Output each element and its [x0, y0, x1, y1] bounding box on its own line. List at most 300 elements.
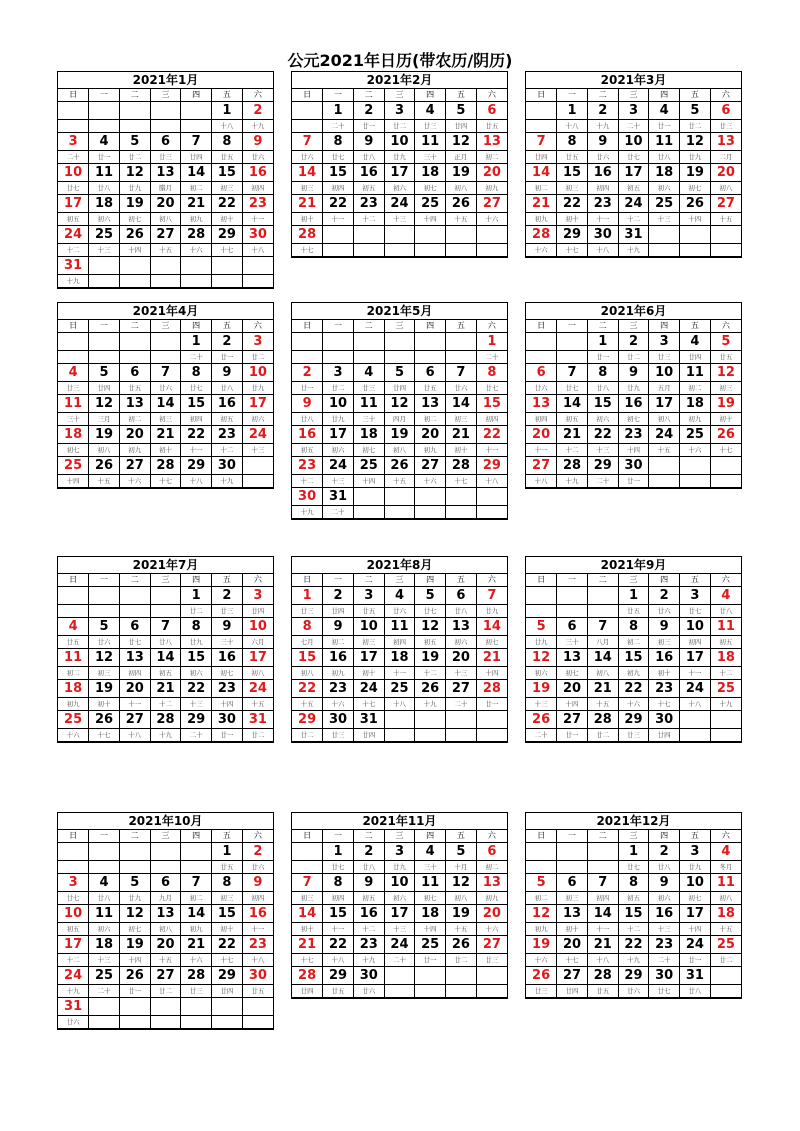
day-number: 6 — [526, 364, 557, 382]
lunar-date: 十一 — [680, 667, 711, 680]
month-grid — [292, 320, 507, 519]
lunar-date: 廿一 — [89, 151, 120, 164]
weekday-header: 四 — [181, 89, 212, 102]
day-number: 23 — [212, 680, 243, 698]
lunar-date: 廿八 — [680, 985, 711, 998]
day-number: 26 — [446, 195, 477, 213]
empty-cell — [476, 711, 507, 729]
day-number: 10 — [680, 874, 711, 892]
lunar-date: 十五 — [446, 213, 477, 226]
lunar-date: 十九 — [557, 475, 588, 488]
day-number: 19 — [415, 649, 446, 667]
lunar-date: 初二 — [119, 413, 150, 426]
day-number: 24 — [680, 680, 711, 698]
lunar-date: 初九 — [680, 413, 711, 426]
day-number: 25 — [58, 711, 89, 729]
day-number: 4 — [89, 133, 120, 151]
day-number: 15 — [181, 649, 212, 667]
lunar-date: 廿一 — [212, 351, 243, 364]
day-number: 21 — [150, 426, 181, 444]
day-number: 11 — [680, 364, 711, 382]
day-number: 30 — [242, 967, 273, 985]
day-number: 14 — [181, 164, 212, 182]
lunar-date: 初四 — [587, 892, 618, 905]
lunar-date: 初七 — [212, 667, 243, 680]
day-number: 14 — [150, 649, 181, 667]
day-number: 10 — [58, 905, 89, 923]
day-number: 7 — [587, 618, 618, 636]
lunar-date: 六月 — [242, 636, 273, 649]
lunar-date: 三十 — [212, 636, 243, 649]
weekday-header: 六 — [242, 89, 273, 102]
month-calendar-jul — [57, 556, 274, 743]
lunar-date: 廿二 — [242, 351, 273, 364]
weekday-header: 三 — [150, 574, 181, 587]
lunar-date: 廿六 — [649, 605, 680, 618]
day-number: 22 — [181, 426, 212, 444]
empty-cell — [557, 843, 588, 861]
day-number: 21 — [150, 680, 181, 698]
lunar-date: 二十 — [181, 729, 212, 742]
lunar-date: 初八 — [710, 182, 741, 195]
empty-cell — [292, 102, 323, 120]
lunar-date: 三十 — [415, 861, 446, 874]
weekday-header: 日 — [292, 574, 323, 587]
weekday-header: 三 — [384, 320, 415, 333]
lunar-date: 廿六 — [353, 985, 384, 998]
lunar-date: 初四 — [384, 636, 415, 649]
empty-cell — [446, 967, 477, 985]
lunar-date: 十八 — [557, 120, 588, 133]
day-number: 20 — [476, 905, 507, 923]
day-number: 12 — [119, 164, 150, 182]
empty-cell — [526, 102, 557, 120]
lunar-date: 二十 — [618, 120, 649, 133]
day-number: 18 — [710, 905, 741, 923]
empty-cell — [58, 333, 89, 351]
empty-cell — [119, 605, 150, 618]
lunar-date: 二十 — [476, 351, 507, 364]
day-number: 16 — [649, 905, 680, 923]
lunar-date: 初十 — [353, 667, 384, 680]
lunar-date: 廿八 — [587, 382, 618, 395]
day-number: 10 — [649, 364, 680, 382]
day-number: 8 — [557, 133, 588, 151]
day-number: 29 — [323, 967, 354, 985]
lunar-date: 二十 — [384, 954, 415, 967]
day-number: 20 — [557, 680, 588, 698]
lunar-date: 十三 — [89, 954, 120, 967]
day-number: 23 — [649, 680, 680, 698]
empty-cell — [446, 506, 477, 519]
lunar-date: 十七 — [446, 475, 477, 488]
day-number: 29 — [292, 711, 323, 729]
empty-cell — [181, 275, 212, 288]
lunar-date: 十二 — [415, 667, 446, 680]
lunar-date: 初三 — [212, 182, 243, 195]
lunar-date: 廿五 — [353, 605, 384, 618]
empty-cell — [89, 998, 120, 1016]
lunar-date: 初三 — [292, 892, 323, 905]
empty-cell — [710, 226, 741, 244]
lunar-date: 十三 — [323, 475, 354, 488]
month-calendar-jan — [57, 71, 274, 289]
lunar-date: 十四 — [119, 244, 150, 257]
lunar-date: 初十 — [292, 923, 323, 936]
day-number: 28 — [446, 457, 477, 475]
empty-cell — [212, 998, 243, 1016]
empty-cell — [212, 275, 243, 288]
lunar-date: 廿二 — [181, 605, 212, 618]
lunar-date: 廿六 — [89, 636, 120, 649]
lunar-date: 廿八 — [446, 605, 477, 618]
empty-cell — [415, 729, 446, 742]
day-number: 13 — [476, 874, 507, 892]
empty-cell — [415, 985, 446, 998]
day-number: 20 — [710, 164, 741, 182]
day-number: 24 — [384, 936, 415, 954]
lunar-date: 廿七 — [618, 861, 649, 874]
day-number: 3 — [242, 587, 273, 605]
empty-cell — [587, 843, 618, 861]
lunar-date: 廿三 — [323, 729, 354, 742]
day-number: 25 — [649, 195, 680, 213]
lunar-date: 十六 — [119, 475, 150, 488]
weekday-header: 二 — [587, 89, 618, 102]
day-number: 4 — [384, 587, 415, 605]
lunar-date: 初三 — [292, 182, 323, 195]
lunar-date: 廿四 — [353, 729, 384, 742]
month-title: 2021年8月 — [292, 557, 507, 574]
weekday-header: 五 — [446, 574, 477, 587]
day-number: 9 — [649, 874, 680, 892]
weekday-header: 四 — [181, 320, 212, 333]
day-number: 27 — [150, 967, 181, 985]
lunar-date: 廿六 — [446, 382, 477, 395]
day-number: 13 — [526, 395, 557, 413]
lunar-date: 廿九 — [384, 151, 415, 164]
day-number: 6 — [119, 364, 150, 382]
weekday-header: 六 — [710, 320, 741, 333]
weekday-header: 五 — [680, 574, 711, 587]
lunar-date: 廿六 — [242, 861, 273, 874]
day-number: 12 — [119, 905, 150, 923]
lunar-date: 初三 — [649, 636, 680, 649]
lunar-date: 初二 — [526, 182, 557, 195]
weekday-header: 三 — [618, 320, 649, 333]
day-number: 19 — [680, 164, 711, 182]
lunar-date: 初二 — [415, 413, 446, 426]
empty-cell — [353, 244, 384, 257]
lunar-date: 廿二 — [587, 729, 618, 742]
day-number: 4 — [710, 587, 741, 605]
day-number: 19 — [446, 905, 477, 923]
lunar-date: 十八 — [680, 698, 711, 711]
day-number: 4 — [89, 874, 120, 892]
lunar-date: 十六 — [680, 444, 711, 457]
weekday-header: 四 — [649, 574, 680, 587]
day-number: 13 — [119, 649, 150, 667]
day-number: 25 — [353, 457, 384, 475]
day-number: 30 — [212, 711, 243, 729]
lunar-date: 十七 — [212, 954, 243, 967]
lunar-date: 初七 — [680, 892, 711, 905]
day-number: 13 — [476, 133, 507, 151]
empty-cell — [212, 257, 243, 275]
empty-cell — [384, 244, 415, 257]
empty-cell — [649, 244, 680, 257]
weekday-header: 三 — [384, 830, 415, 843]
lunar-date: 十七 — [353, 698, 384, 711]
lunar-date: 十三 — [649, 923, 680, 936]
lunar-date: 十六 — [476, 923, 507, 936]
day-number: 17 — [353, 649, 384, 667]
day-number: 8 — [618, 618, 649, 636]
lunar-date: 廿八 — [89, 892, 120, 905]
lunar-date: 廿三 — [181, 985, 212, 998]
day-number: 2 — [212, 333, 243, 351]
day-number: 15 — [618, 905, 649, 923]
empty-cell — [119, 275, 150, 288]
empty-cell — [710, 967, 741, 985]
day-number: 14 — [526, 164, 557, 182]
day-number: 17 — [384, 905, 415, 923]
weekday-header: 二 — [353, 830, 384, 843]
lunar-date: 十七 — [649, 698, 680, 711]
day-number: 24 — [242, 426, 273, 444]
lunar-date: 初五 — [150, 667, 181, 680]
day-number: 28 — [181, 226, 212, 244]
empty-cell — [150, 998, 181, 1016]
day-number: 23 — [353, 936, 384, 954]
lunar-date: 初八 — [710, 892, 741, 905]
lunar-date: 初十 — [150, 444, 181, 457]
day-number: 26 — [384, 457, 415, 475]
weekday-header: 三 — [618, 89, 649, 102]
lunar-date: 十三 — [384, 923, 415, 936]
day-number: 4 — [415, 102, 446, 120]
day-number: 15 — [323, 164, 354, 182]
lunar-date: 十八 — [587, 954, 618, 967]
empty-cell — [680, 226, 711, 244]
day-number: 1 — [212, 102, 243, 120]
weekday-header: 六 — [242, 320, 273, 333]
day-number: 12 — [415, 618, 446, 636]
weekday-header: 三 — [618, 830, 649, 843]
empty-cell — [446, 226, 477, 244]
month-title: 2021年7月 — [58, 557, 273, 574]
lunar-date: 廿五 — [212, 861, 243, 874]
day-number: 21 — [181, 936, 212, 954]
lunar-date: 腊月 — [150, 182, 181, 195]
day-number: 3 — [58, 133, 89, 151]
day-number: 23 — [618, 426, 649, 444]
weekday-header: 六 — [476, 89, 507, 102]
lunar-date: 初九 — [119, 444, 150, 457]
empty-cell — [557, 587, 588, 605]
lunar-date: 廿五 — [323, 985, 354, 998]
day-number: 31 — [58, 257, 89, 275]
day-number: 3 — [384, 102, 415, 120]
lunar-date: 廿三 — [212, 605, 243, 618]
lunar-date: 初六 — [89, 213, 120, 226]
day-number: 23 — [212, 426, 243, 444]
lunar-date: 初二 — [323, 636, 354, 649]
lunar-date: 廿九 — [680, 861, 711, 874]
day-number: 24 — [649, 426, 680, 444]
day-number: 16 — [292, 426, 323, 444]
lunar-date: 廿八 — [649, 861, 680, 874]
lunar-date: 十五 — [384, 475, 415, 488]
day-number: 6 — [415, 364, 446, 382]
month-calendar-aug — [291, 556, 508, 743]
day-number: 1 — [476, 333, 507, 351]
day-number: 25 — [384, 680, 415, 698]
day-number: 5 — [446, 102, 477, 120]
weekday-header: 二 — [119, 574, 150, 587]
day-number: 30 — [323, 711, 354, 729]
month-title: 2021年6月 — [526, 303, 741, 320]
day-number: 21 — [526, 195, 557, 213]
lunar-date: 初六 — [384, 892, 415, 905]
day-number: 16 — [587, 164, 618, 182]
lunar-date: 廿三 — [526, 985, 557, 998]
empty-cell — [89, 605, 120, 618]
month-calendar-feb — [291, 71, 508, 258]
day-number: 24 — [680, 936, 711, 954]
day-number: 7 — [150, 364, 181, 382]
day-number: 8 — [476, 364, 507, 382]
day-number: 29 — [212, 967, 243, 985]
day-number: 29 — [557, 226, 588, 244]
weekday-header: 四 — [649, 320, 680, 333]
day-number: 12 — [680, 133, 711, 151]
day-number: 2 — [212, 587, 243, 605]
weekday-header: 日 — [526, 830, 557, 843]
lunar-date: 初十 — [557, 213, 588, 226]
day-number: 18 — [58, 680, 89, 698]
day-number: 3 — [58, 874, 89, 892]
empty-cell — [89, 1016, 120, 1029]
day-number: 7 — [526, 133, 557, 151]
day-number: 10 — [323, 395, 354, 413]
lunar-date: 二十 — [587, 475, 618, 488]
day-number: 26 — [119, 967, 150, 985]
empty-cell — [526, 120, 557, 133]
lunar-date: 十六 — [415, 475, 446, 488]
weekday-header: 二 — [587, 830, 618, 843]
day-number: 5 — [119, 874, 150, 892]
day-number: 19 — [89, 426, 120, 444]
lunar-date: 十八 — [242, 244, 273, 257]
lunar-date: 十六 — [618, 698, 649, 711]
day-number: 18 — [89, 936, 120, 954]
empty-cell — [181, 861, 212, 874]
lunar-date: 十六 — [58, 729, 89, 742]
lunar-date: 初二 — [680, 382, 711, 395]
month-calendar-sep — [525, 556, 742, 743]
day-number: 20 — [476, 164, 507, 182]
lunar-date: 廿七 — [58, 182, 89, 195]
empty-cell — [323, 226, 354, 244]
day-number: 5 — [415, 587, 446, 605]
lunar-date: 廿八 — [649, 151, 680, 164]
empty-cell — [353, 351, 384, 364]
day-number: 15 — [618, 649, 649, 667]
empty-cell — [384, 711, 415, 729]
day-number: 18 — [415, 164, 446, 182]
empty-cell — [476, 729, 507, 742]
empty-cell — [150, 351, 181, 364]
weekday-header: 一 — [89, 830, 120, 843]
lunar-date: 初二 — [476, 151, 507, 164]
lunar-date: 初七 — [415, 892, 446, 905]
day-number: 20 — [415, 426, 446, 444]
lunar-date: 初四 — [242, 892, 273, 905]
weekday-header: 三 — [618, 574, 649, 587]
weekday-header: 四 — [649, 89, 680, 102]
day-number: 23 — [649, 936, 680, 954]
lunar-date: 廿二 — [618, 351, 649, 364]
lunar-date: 廿五 — [212, 151, 243, 164]
lunar-date: 十九 — [415, 698, 446, 711]
lunar-date: 廿六 — [587, 151, 618, 164]
day-number: 5 — [89, 618, 120, 636]
empty-cell — [150, 102, 181, 120]
weekday-header: 二 — [587, 320, 618, 333]
lunar-date: 初二 — [58, 667, 89, 680]
lunar-date: 十一 — [384, 667, 415, 680]
day-number: 10 — [384, 133, 415, 151]
lunar-date: 廿三 — [353, 382, 384, 395]
month-calendar-nov — [291, 812, 508, 999]
lunar-date: 十五 — [150, 244, 181, 257]
day-number: 16 — [242, 905, 273, 923]
day-number: 7 — [292, 133, 323, 151]
day-number: 2 — [353, 102, 384, 120]
day-number: 17 — [58, 936, 89, 954]
day-number: 19 — [384, 426, 415, 444]
lunar-date: 初九 — [476, 182, 507, 195]
day-number: 23 — [292, 457, 323, 475]
weekday-header: 六 — [476, 830, 507, 843]
day-number: 14 — [292, 164, 323, 182]
empty-cell — [242, 475, 273, 488]
empty-cell — [89, 843, 120, 861]
day-number: 22 — [557, 195, 588, 213]
empty-cell — [58, 351, 89, 364]
lunar-date: 十八 — [212, 120, 243, 133]
weekday-header: 四 — [415, 320, 446, 333]
day-number: 18 — [680, 395, 711, 413]
day-number: 7 — [587, 874, 618, 892]
empty-cell — [119, 351, 150, 364]
empty-cell — [150, 587, 181, 605]
day-number: 4 — [649, 102, 680, 120]
lunar-date: 廿三 — [150, 151, 181, 164]
empty-cell — [384, 333, 415, 351]
day-number: 4 — [680, 333, 711, 351]
lunar-date: 廿四 — [649, 729, 680, 742]
lunar-date: 初二 — [526, 892, 557, 905]
weekday-header: 四 — [181, 830, 212, 843]
day-number: 26 — [415, 680, 446, 698]
month-calendar-dec — [525, 812, 742, 999]
weekday-header: 日 — [526, 320, 557, 333]
weekday-header: 二 — [353, 89, 384, 102]
lunar-date: 正月 — [446, 151, 477, 164]
weekday-header: 日 — [58, 320, 89, 333]
